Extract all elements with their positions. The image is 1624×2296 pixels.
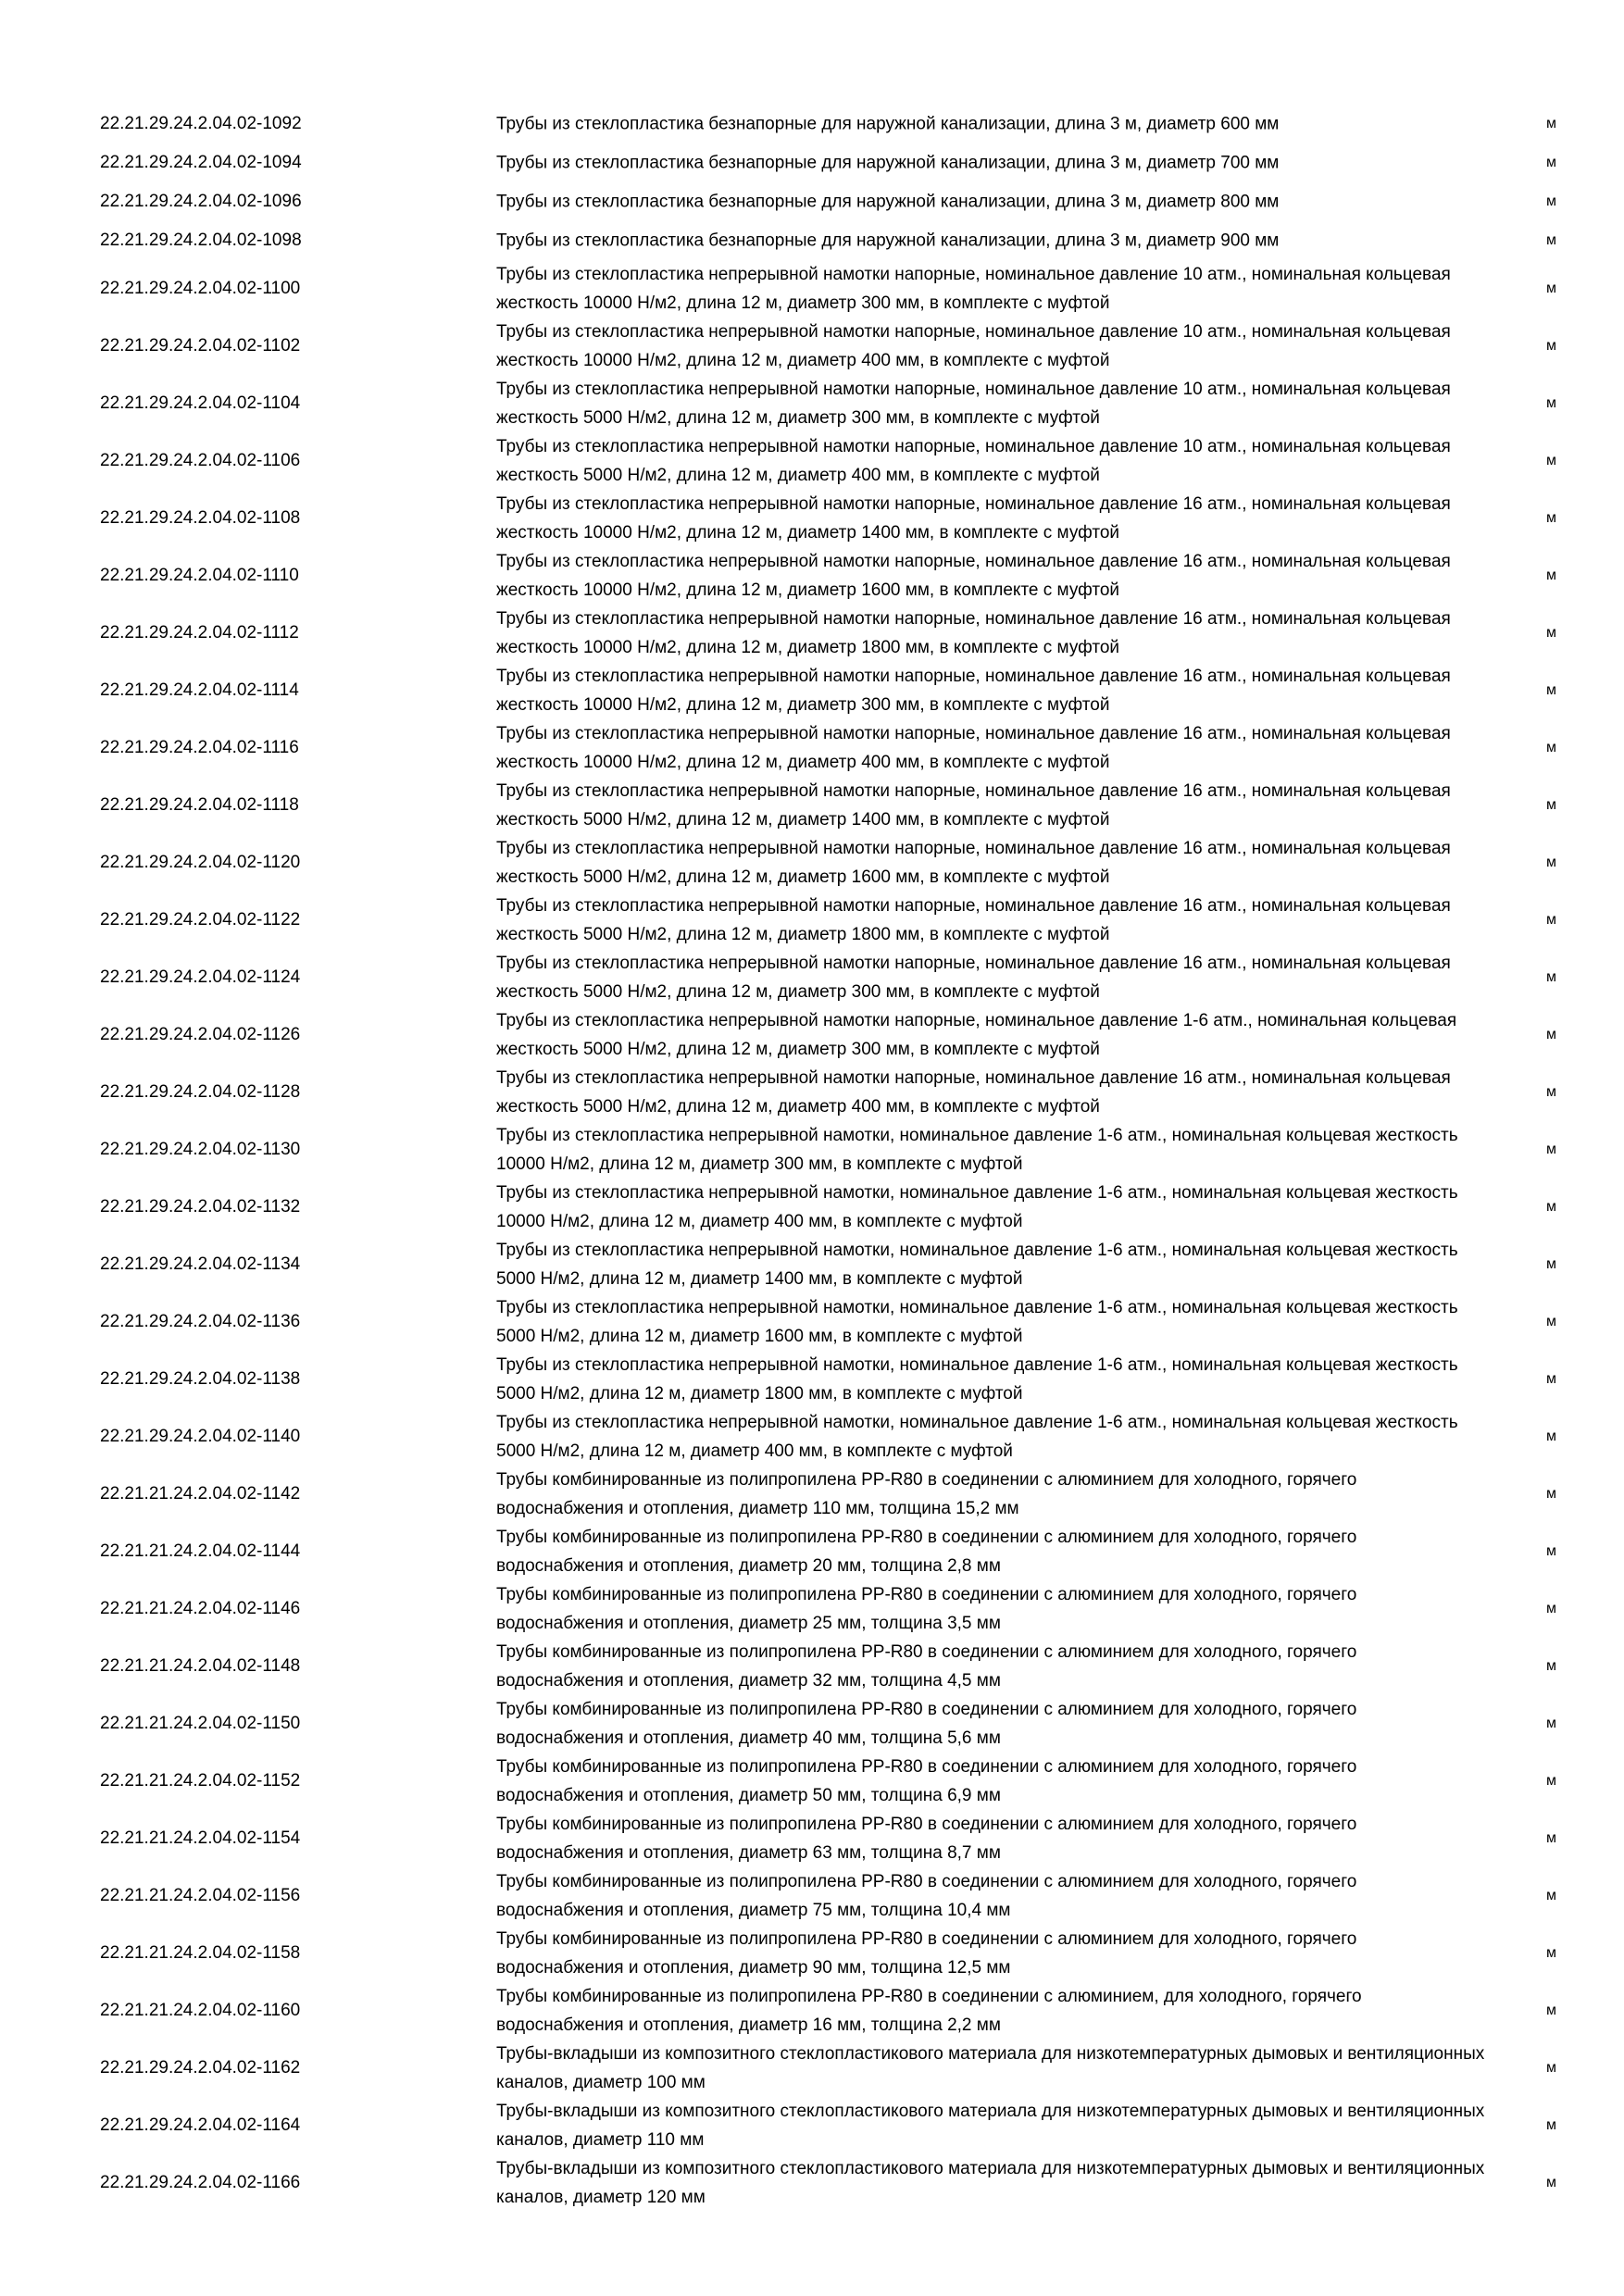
resource-code: 22.21.29.24.2.04.02-1120 (100, 853, 301, 872)
table-row (100, 605, 1563, 662)
resource-description: Трубы комбинированные из полипропилена PP-R80 в соединении с алюминием для холодного, горячего водоснабжения и отопления, диаметр 20 мм, толщина 2,8 мм (496, 1528, 1357, 1576)
resource-code: 22.21.29.24.2.04.02-1130 (100, 1140, 301, 1159)
table-row (100, 1408, 1563, 1466)
resource-description: Трубы из стеклопластика непрерывной намотки напорные, номинальное давление 10 атм., номинальная кольцевая жесткость 5000 Н/м2, длина 12 м, диаметр 300 мм, в комплекте с муфтой (496, 380, 1451, 428)
resource-description: Трубы комбинированные из полипропилена PP-R80 в соединении с алюминием для холодного, горячего водоснабжения и отопления, диаметр 75 мм, толщина 10,4 мм (496, 1872, 1357, 1920)
table-row (100, 432, 1563, 490)
table-row (100, 777, 1563, 834)
table-row (100, 105, 1563, 144)
resource-description: Трубы из стеклопластика непрерывной намотки напорные, номинальное давление 10 атм., номинальная кольцевая жесткость 10000 Н/м2, длина 12 м, диаметр 400 мм, в комплекте с муфтой (496, 322, 1451, 370)
unit-of-measure: м (1546, 1199, 1556, 1215)
resource-code: 22.21.29.24.2.04.02-1162 (100, 2058, 301, 2078)
unit-of-measure: м (1546, 1371, 1556, 1387)
table-row (100, 834, 1563, 892)
resource-description: Трубы из стеклопластика непрерывной намотки, номинальное давление 1-6 атм., номинальная кольцевая жесткость 10000 Н/м2, длина 12 м, диаметр 400 мм, в комплекте с муфтой (496, 1183, 1458, 1231)
resource-code: 22.21.21.24.2.04.02-1154 (100, 1828, 301, 1848)
resource-code: 22.21.29.24.2.04.02-1098 (100, 231, 302, 250)
resource-code: 22.21.29.24.2.04.02-1116 (100, 738, 299, 757)
unit-of-measure: м (1546, 855, 1556, 870)
resource-description: Трубы-вкладыши из композитного стеклопластикового материала для низкотемпературных дымовых и вентиляционных каналов, диаметр 120 мм (496, 2159, 1485, 2207)
resource-code: 22.21.29.24.2.04.02-1136 (100, 1312, 301, 1331)
resource-code: 22.21.21.24.2.04.02-1142 (100, 1484, 301, 1504)
unit-of-measure: м (1546, 510, 1556, 526)
resource-code: 22.21.21.24.2.04.02-1160 (100, 2001, 301, 2020)
resource-code: 22.21.29.24.2.04.02-1122 (100, 910, 301, 930)
table-row (100, 1638, 1563, 1695)
unit-of-measure: м (1546, 1716, 1556, 1731)
resource-code: 22.21.29.24.2.04.02-1134 (100, 1254, 301, 1274)
resource-code: 22.21.29.24.2.04.02-1132 (100, 1197, 301, 1217)
table-row (100, 1121, 1563, 1179)
table-row (100, 1580, 1563, 1638)
resource-description: Трубы из стеклопластика непрерывной намотки напорные, номинальное давление 16 атм., номинальная кольцевая жесткость 5000 Н/м2, длина 12 м, диаметр 300 мм, в комплекте с муфтой (496, 954, 1451, 1002)
unit-of-measure: м (1546, 1601, 1556, 1616)
resource-code: 22.21.29.24.2.04.02-1102 (100, 336, 301, 356)
resource-code: 22.21.29.24.2.04.02-1096 (100, 192, 302, 211)
resource-code: 22.21.29.24.2.04.02-1126 (100, 1025, 301, 1044)
resource-description: Трубы из стеклопластика непрерывной намотки напорные, номинальное давление 16 атм., номинальная кольцевая жесткость 10000 Н/м2, длина 12 м, диаметр 1800 мм, в комплекте с муфтой (496, 609, 1451, 657)
unit-of-measure: м (1546, 1543, 1556, 1559)
resource-description: Трубы из стеклопластика безнапорные для наружной канализации, длина 3 м, диаметр 900 мм (496, 231, 1280, 251)
unit-of-measure: м (1546, 2175, 1556, 2190)
resource-description: Трубы комбинированные из полипропилена PP-R80 в соединении с алюминием для холодного, горячего водоснабжения и отопления, диаметр 32 мм, толщина 4,5 мм (496, 1642, 1357, 1691)
table-row (100, 1236, 1563, 1293)
resource-code: 22.21.21.24.2.04.02-1148 (100, 1656, 301, 1676)
resource-description: Трубы из стеклопластика непрерывной намотки напорные, номинальное давление 1-6 атм., номинальная кольцевая жесткость 5000 Н/м2, длина 12 м, диаметр 300 мм, в комплекте с муфтой (496, 1011, 1457, 1059)
resource-table (100, 105, 1563, 2212)
table-row (100, 1867, 1563, 1925)
table-row (100, 1753, 1563, 1810)
table-row (100, 221, 1563, 260)
resource-description: Трубы комбинированные из полипропилена PP-R80 в соединении с алюминием для холодного, горячего водоснабжения и отопления, диаметр 63 мм, толщина 8,7 мм (496, 1815, 1357, 1863)
resource-code: 22.21.29.24.2.04.02-1106 (100, 451, 301, 470)
resource-description: Трубы из стеклопластика непрерывной намотки, номинальное давление 1-6 атм., номинальная кольцевая жесткость 10000 Н/м2, длина 12 м, диаметр 300 мм, в комплекте с муфтой (496, 1126, 1458, 1174)
table-row (100, 318, 1563, 375)
unit-of-measure: м (1546, 281, 1556, 296)
resource-code: 22.21.29.24.2.04.02-1114 (100, 680, 299, 700)
resource-code: 22.21.21.24.2.04.02-1152 (100, 1771, 301, 1791)
resource-description: Трубы комбинированные из полипропилена PP-R80 в соединении с алюминием для холодного, горячего водоснабжения и отопления, диаметр 50 мм, толщина 6,9 мм (496, 1757, 1357, 1805)
resource-code: 22.21.29.24.2.04.02-1166 (100, 2173, 301, 2192)
resource-description: Трубы из стеклопластика непрерывной намотки напорные, номинальное давление 16 атм., номинальная кольцевая жесткость 10000 Н/м2, длина 12 м, диаметр 300 мм, в комплекте с муфтой (496, 667, 1451, 715)
resource-description: Трубы из стеклопластика непрерывной намотки, номинальное давление 1-6 атм., номинальная кольцевая жесткость 5000 Н/м2, длина 12 м, диаметр 1400 мм, в комплекте с муфтой (496, 1241, 1458, 1289)
table-row (100, 1293, 1563, 1351)
resource-code: 22.21.29.24.2.04.02-1118 (100, 795, 299, 815)
table-row (100, 2097, 1563, 2154)
table-row (100, 1810, 1563, 1867)
unit-of-measure: м (1546, 2003, 1556, 2018)
resource-description: Трубы из стеклопластика безнапорные для наружной канализации, длина 3 м, диаметр 700 мм (496, 153, 1280, 173)
table-row (100, 375, 1563, 432)
resource-description: Трубы из стеклопластика непрерывной намотки, номинальное давление 1-6 атм., номинальная кольцевая жесткость 5000 Н/м2, длина 12 м, диаметр 400 мм, в комплекте с муфтой (496, 1413, 1458, 1461)
resource-description: Трубы комбинированные из полипропилена PP-R80 в соединении с алюминием для холодного, горячего водоснабжения и отопления, диаметр 110 мм, толщина 15,2 мм (496, 1470, 1357, 1518)
resource-code: 22.21.29.24.2.04.02-1104 (100, 393, 301, 413)
table-row (100, 490, 1563, 547)
table-row (100, 1695, 1563, 1753)
table-row (100, 547, 1563, 605)
resource-code: 22.21.29.24.2.04.02-1138 (100, 1369, 301, 1389)
unit-of-measure: м (1546, 2060, 1556, 2076)
resource-description: Трубы из стеклопластика непрерывной намотки напорные, номинальное давление 16 атм., номинальная кольцевая жесткость 5000 Н/м2, длина 12 м, диаметр 1400 мм, в комплекте с муфтой (496, 781, 1451, 830)
resource-code: 22.21.29.24.2.04.02-1140 (100, 1427, 301, 1446)
resource-code: 22.21.29.24.2.04.02-1124 (100, 967, 301, 987)
resource-code: 22.21.29.24.2.04.02-1092 (100, 114, 302, 133)
table-row (100, 1006, 1563, 1064)
unit-of-measure: м (1546, 395, 1556, 411)
resource-description: Трубы комбинированные из полипропилена PP-R80 в соединении с алюминием, для холодного, горячего водоснабжения и отопления, диаметр 16 мм, толщина 2,2 мм (496, 1987, 1362, 2035)
unit-of-measure: м (1546, 232, 1556, 248)
unit-of-measure: м (1546, 1256, 1556, 1272)
resource-code: 22.21.21.24.2.04.02-1156 (100, 1886, 301, 1905)
resource-description: Трубы из стеклопластика непрерывной намотки напорные, номинальное давление 16 атм., номинальная кольцевая жесткость 10000 Н/м2, длина 12 м, диаметр 1400 мм, в комплекте с муфтой (496, 494, 1451, 543)
unit-of-measure: м (1546, 1773, 1556, 1789)
table-row (100, 1982, 1563, 2040)
resource-description: Трубы комбинированные из полипропилена PP-R80 в соединении с алюминием для холодного, горячего водоснабжения и отопления, диаметр 90 мм, толщина 12,5 мм (496, 1929, 1357, 1978)
resource-description: Трубы из стеклопластика безнапорные для наружной канализации, длина 3 м, диаметр 800 мм (496, 192, 1280, 212)
unit-of-measure: м (1546, 1888, 1556, 1903)
unit-of-measure: м (1546, 453, 1556, 468)
resource-description: Трубы из стеклопластика непрерывной намотки напорные, номинальное давление 16 атм., номинальная кольцевая жесткость 10000 Н/м2, длина 12 м, диаметр 1600 мм, в комплекте с муфтой (496, 552, 1451, 600)
unit-of-measure: м (1546, 116, 1556, 131)
unit-of-measure: м (1546, 568, 1556, 583)
unit-of-measure: м (1546, 1658, 1556, 1674)
resource-description: Трубы из стеклопластика непрерывной намотки напорные, номинальное давление 16 атм., номинальная кольцевая жесткость 5000 Н/м2, длина 12 м, диаметр 400 мм, в комплекте с муфтой (496, 1068, 1451, 1117)
table-row (100, 1351, 1563, 1408)
unit-of-measure: м (1546, 1027, 1556, 1042)
resource-description: Трубы комбинированные из полипропилена PP-R80 в соединении с алюминием для холодного, горячего водоснабжения и отопления, диаметр 40 мм, толщина 5,6 мм (496, 1700, 1357, 1748)
resource-code: 22.21.29.24.2.04.02-1110 (100, 566, 299, 585)
unit-of-measure: м (1546, 1945, 1556, 1961)
unit-of-measure: м (1546, 682, 1556, 698)
resource-description: Трубы из стеклопластика непрерывной намотки, номинальное давление 1-6 атм., номинальная кольцевая жесткость 5000 Н/м2, длина 12 м, диаметр 1800 мм, в комплекте с муфтой (496, 1355, 1458, 1404)
resource-description: Трубы-вкладыши из композитного стеклопластикового материала для низкотемпературных дымовых и вентиляционных каналов, диаметр 110 мм (496, 2102, 1485, 2150)
resource-code: 22.21.29.24.2.04.02-1094 (100, 153, 302, 172)
table-row (100, 144, 1563, 182)
table-row (100, 1179, 1563, 1236)
table-row (100, 719, 1563, 777)
table-row (100, 2040, 1563, 2097)
table-row (100, 2154, 1563, 2212)
resource-description: Трубы-вкладыши из композитного стеклопластикового материала для низкотемпературных дымовых и вентиляционных каналов, диаметр 100 мм (496, 2044, 1485, 2092)
unit-of-measure: м (1546, 969, 1556, 985)
unit-of-measure: м (1546, 797, 1556, 813)
unit-of-measure: м (1546, 1486, 1556, 1502)
resource-code: 22.21.29.24.2.04.02-1128 (100, 1082, 301, 1102)
resource-description: Трубы из стеклопластика непрерывной намотки напорные, номинальное давление 16 атм., номинальная кольцевая жесткость 5000 Н/м2, длина 12 м, диаметр 1600 мм, в комплекте с муфтой (496, 839, 1451, 887)
table-row (100, 1466, 1563, 1523)
resource-code: 22.21.21.24.2.04.02-1146 (100, 1599, 301, 1618)
unit-of-measure: м (1546, 193, 1556, 209)
resource-description: Трубы комбинированные из полипропилена PP-R80 в соединении с алюминием для холодного, горячего водоснабжения и отопления, диаметр 25 мм, толщина 3,5 мм (496, 1585, 1357, 1633)
unit-of-measure: м (1546, 1084, 1556, 1100)
unit-of-measure: м (1546, 912, 1556, 928)
table-row (100, 1523, 1563, 1580)
unit-of-measure: м (1546, 1429, 1556, 1444)
unit-of-measure: м (1546, 338, 1556, 354)
resource-code: 22.21.29.24.2.04.02-1100 (100, 279, 301, 298)
resource-code: 22.21.21.24.2.04.02-1158 (100, 1943, 301, 1963)
resource-description: Трубы из стеклопластика безнапорные для наружной канализации, длина 3 м, диаметр 600 мм (496, 114, 1280, 134)
unit-of-measure: м (1546, 155, 1556, 170)
table-row (100, 662, 1563, 719)
unit-of-measure: м (1546, 1314, 1556, 1329)
table-row (100, 949, 1563, 1006)
resource-code: 22.21.29.24.2.04.02-1108 (100, 508, 301, 528)
table-row (100, 892, 1563, 949)
unit-of-measure: м (1546, 1830, 1556, 1846)
table-row (100, 182, 1563, 221)
table-row (100, 1925, 1563, 1982)
resource-code: 22.21.29.24.2.04.02-1164 (100, 2115, 301, 2135)
resource-description: Трубы из стеклопластика непрерывной намотки напорные, номинальное давление 10 атм., номинальная кольцевая жесткость 5000 Н/м2, длина 12 м, диаметр 400 мм, в комплекте с муфтой (496, 437, 1451, 485)
unit-of-measure: м (1546, 740, 1556, 755)
resource-code: 22.21.21.24.2.04.02-1144 (100, 1541, 301, 1561)
unit-of-measure: м (1546, 1142, 1556, 1157)
resource-code: 22.21.29.24.2.04.02-1112 (100, 623, 299, 643)
table-row (100, 1064, 1563, 1121)
table-row (100, 260, 1563, 318)
resource-code: 22.21.21.24.2.04.02-1150 (100, 1714, 301, 1733)
resource-description: Трубы из стеклопластика непрерывной намотки напорные, номинальное давление 16 атм., номинальная кольцевая жесткость 5000 Н/м2, длина 12 м, диаметр 1800 мм, в комплекте с муфтой (496, 896, 1451, 944)
unit-of-measure: м (1546, 2117, 1556, 2133)
resource-description: Трубы из стеклопластика непрерывной намотки напорные, номинальное давление 10 атм., номинальная кольцевая жесткость 10000 Н/м2, длина 12 м, диаметр 300 мм, в комплекте с муфтой (496, 265, 1451, 313)
unit-of-measure: м (1546, 625, 1556, 641)
resource-description: Трубы из стеклопластика непрерывной намотки, номинальное давление 1-6 атм., номинальная кольцевая жесткость 5000 Н/м2, длина 12 м, диаметр 1600 мм, в комплекте с муфтой (496, 1298, 1458, 1346)
resource-description: Трубы из стеклопластика непрерывной намотки напорные, номинальное давление 16 атм., номинальная кольцевая жесткость 10000 Н/м2, длина 12 м, диаметр 400 мм, в комплекте с муфтой (496, 724, 1451, 772)
